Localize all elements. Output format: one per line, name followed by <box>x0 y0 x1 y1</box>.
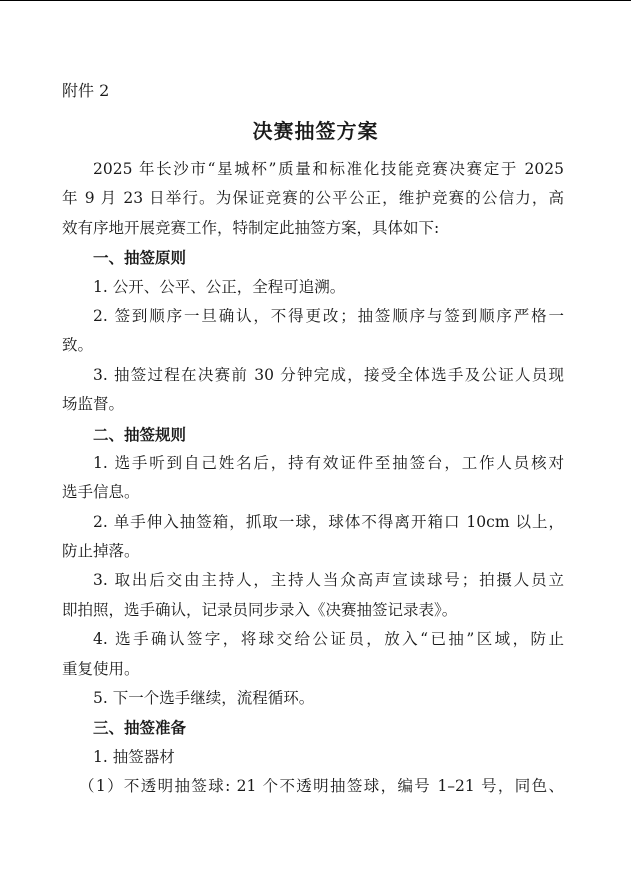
rule-item: 4. 选手确认签字，将球交给公证员，放入“已抽”区域，防止 <box>93 630 564 649</box>
rule-item: 1. 选手听到自己姓名后，持有效证件至抽签台，工作人员核对 <box>93 453 564 472</box>
document-title: 决赛抽签方案 <box>252 119 379 143</box>
section-heading-preparation: 三、抽签准备 <box>93 718 187 738</box>
preparation-item: 1. 抽签器材 <box>93 747 175 766</box>
principle-item: 1. 公开、公平、公正，全程可追溯。 <box>93 277 346 296</box>
rule-item-continued: 防止掉落。 <box>62 542 140 561</box>
section-heading-rules: 二、抽签规则 <box>93 424 187 444</box>
intro-line: 效有序地开展竞赛工作，特制定此抽签方案，具体如下: <box>62 218 440 237</box>
rule-item: 2. 单手伸入抽签箱，抓取一球，球体不得离开箱口 10cm 以上， <box>93 512 564 531</box>
principle-item: 2. 签到顺序一旦确认，不得更改；抽签顺序与签到顺序严格一 <box>93 306 564 325</box>
principle-item-continued: 致。 <box>62 336 94 355</box>
intro-line: 年 9 月 23 日举行。为保证竞赛的公平公正，维护竞赛的公信力，高 <box>62 189 564 208</box>
rule-item-continued: 重复使用。 <box>62 659 140 678</box>
rule-item-continued: 即拍照，选手确认，记录员同步录入《决赛抽签记录表》。 <box>62 600 458 619</box>
rule-item-continued: 选手信息。 <box>62 483 140 502</box>
rule-item: 5. 下一个选手继续，流程循环。 <box>93 689 315 708</box>
attachment-label: 附件 2 <box>62 81 110 100</box>
intro-line: 2025 年长沙市“星城杯”质量和标准化技能竞赛决赛定于 2025 <box>93 160 564 178</box>
preparation-subitem: （1）不透明抽签球: 21 个不透明抽签球，编号 1–21 号，同色、 <box>79 777 564 796</box>
principle-item-continued: 场监督。 <box>62 395 125 414</box>
principle-item: 3. 抽签过程在决赛前 30 分钟完成，接受全体选手及公证人员现 <box>93 365 564 384</box>
section-heading-principles: 一、抽签原则 <box>93 248 187 268</box>
document-body <box>62 155 564 802</box>
rule-item: 3. 取出后交由主持人，主持人当众高声宣读球号；拍摄人员立 <box>93 571 564 590</box>
